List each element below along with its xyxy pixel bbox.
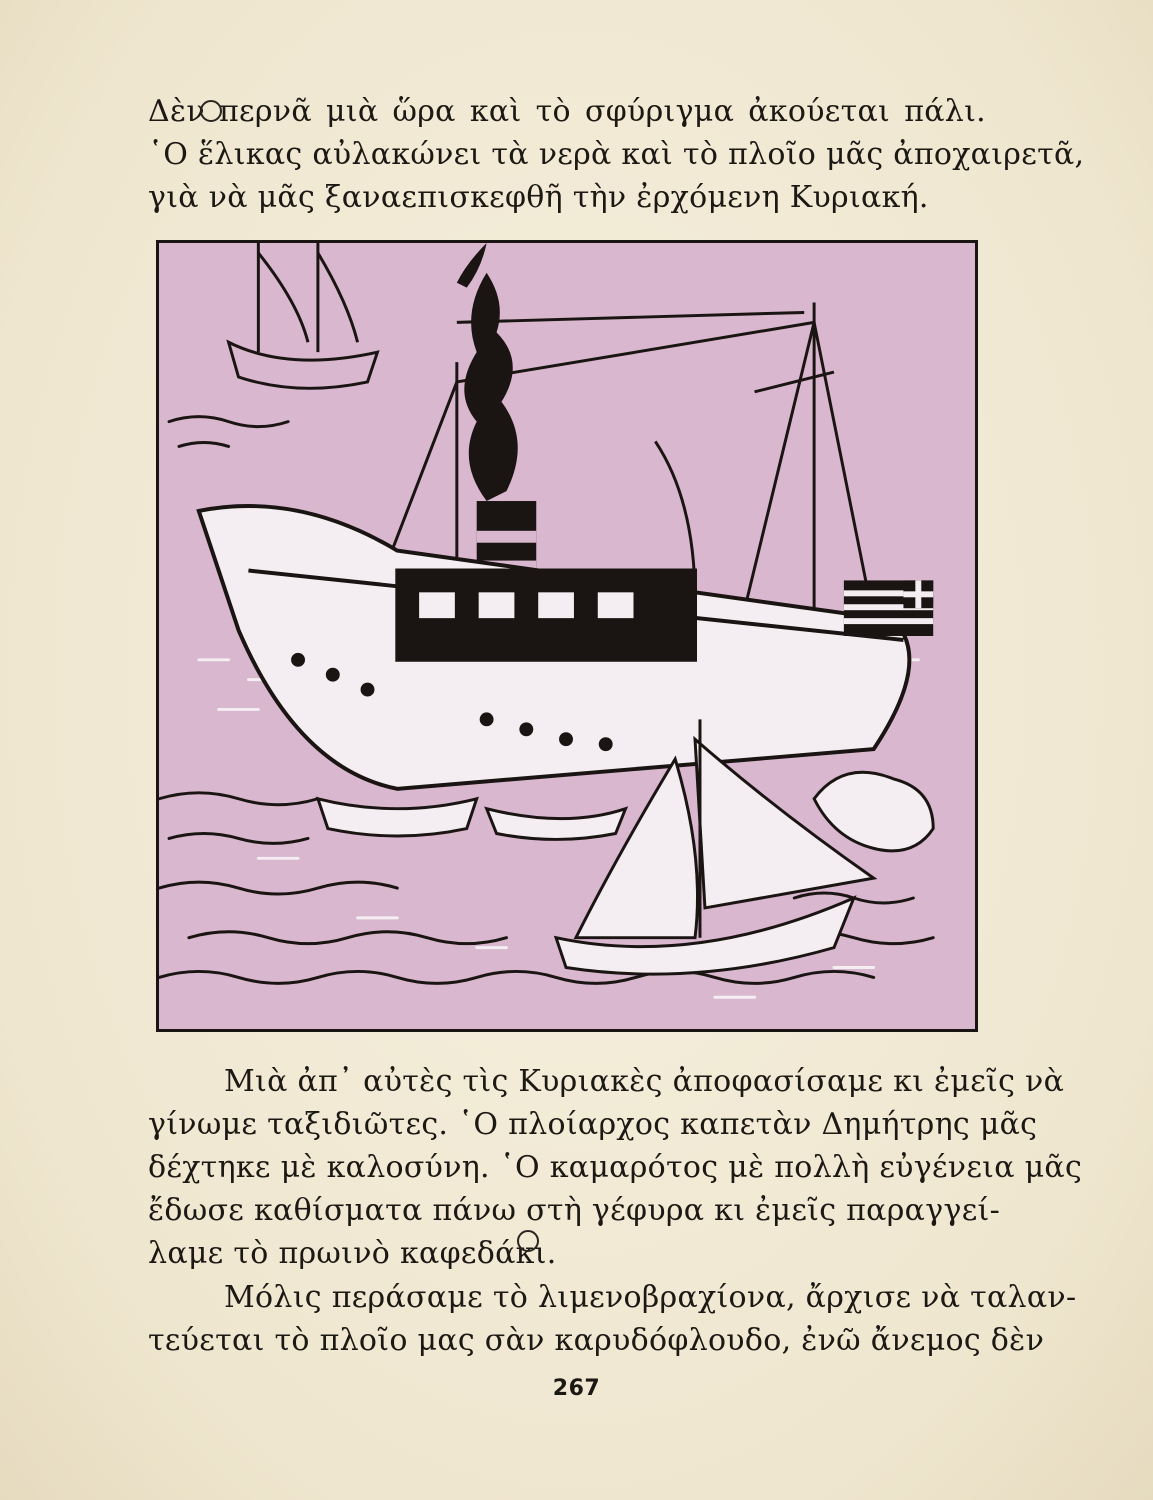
text-line: Μιὰ ἀπ᾽ αὐτὲς τὶς Κυριακὲς ἀποφασίσαμε κι ἐμεῖς νὰ (224, 1064, 1065, 1099)
illustration-drawing (159, 243, 975, 1029)
steamship-hull (199, 506, 910, 789)
circle-mark-icon (200, 100, 222, 122)
foam-splash (814, 772, 933, 851)
text-line: τεύεται τὸ πλοῖο μας σὰν καρυδόφλουδο, ἐνῶ ἄνεμος δὲν (148, 1323, 1045, 1358)
paragraph-middle (148, 1060, 1083, 1275)
text-line: δέχτηκε μὲ καλοσύνη. ῾Ο καμαρότος μὲ πολλὴ εὐγένεια μᾶς (148, 1150, 1083, 1185)
greek-flag (844, 580, 933, 636)
text-line: γιὰ νὰ μᾶς ξαναεπισκεφθῆ τὴν ἐρχόμενη Κυριακή. (148, 180, 929, 215)
page-number: 267 (552, 1376, 601, 1401)
background-sailboat (229, 243, 378, 388)
paragraph-top (148, 90, 1085, 219)
steamship-illustration (156, 240, 978, 1032)
text-line: ἔδωσε καθίσματα πάνω στὴ γέφυρα κι ἐμεῖς παραγγεί- (148, 1193, 1001, 1228)
text-line: λαμε τὸ πρωινὸ καφεδάκι. (148, 1236, 557, 1271)
text-line: Δὲν περνᾶ μιὰ ὥρα καὶ τὸ σφύριγμα ἀκούεται πάλι. (148, 94, 986, 129)
rowboats (318, 799, 626, 840)
circle-mark-icon (517, 1230, 539, 1252)
paragraph-bottom (148, 1276, 1077, 1362)
text-line: Μόλις περάσαμε τὸ λιμενοβραχίονα, ἄρχισε νὰ ταλαν- (224, 1280, 1077, 1315)
text-line: γίνωμε ταξιδιῶτες. ῾Ο πλοίαρχος καπετὰν Δημήτρης μᾶς (148, 1107, 1038, 1142)
text-line: ῾Ο ἕλικας αὐλακώνει τὰ νερὰ καὶ τὸ πλοῖο μᾶς ἀποχαιρετᾶ, (148, 137, 1085, 172)
